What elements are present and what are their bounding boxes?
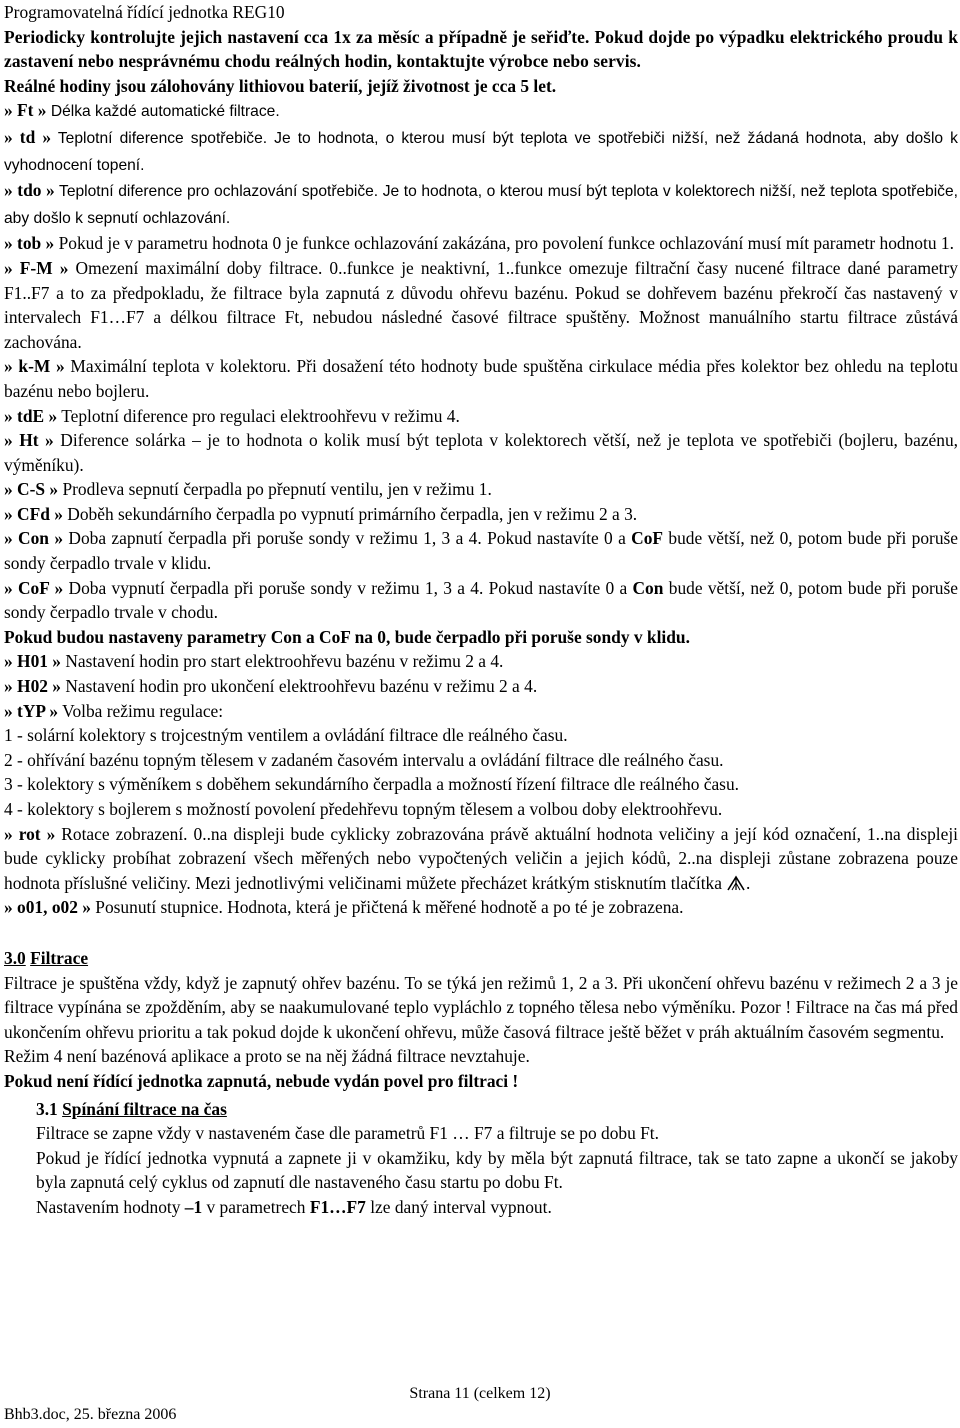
filtrace-warning: Pokud není řídící jednotka zapnutá, nebude vydán povel pro filtraci !: [4, 1070, 519, 1091]
spinani-text: lze daný interval vypnout.: [365, 1196, 552, 1217]
param-text: Maximální teplota v kolektoru. Při dosažení této hodnoty bude spuštěna cirkulace média přes kolektor bez ohledu na teplotu bazénu nebo bojleru.: [4, 356, 958, 401]
param-text: Prodleva sepnutí čerpadla po přepnutí ventilu, jen v režimu 1.: [58, 479, 492, 500]
param-key: » rot »: [4, 823, 56, 844]
param-typ: [4, 699, 958, 724]
file-info: Bhb3.doc, 25. března 2006: [4, 1406, 177, 1423]
param-ref: Con: [632, 577, 664, 598]
spinani-params: F1…F7: [309, 1196, 366, 1217]
param-o01-o02: [4, 895, 958, 920]
param-text: Délka každé automatické filtrace.: [46, 103, 280, 121]
mode-item: 3 - kolektory s výměníkem s doběhem sekundárního čerpadla a možností řízení filtrace dle reálného času.: [4, 774, 739, 795]
param-f-m: [4, 256, 958, 354]
param-key: » o01, o02 »: [4, 897, 91, 918]
filtrace-paragraph: Filtrace je spuštěna vždy, když je zapnutý ohřev bazénu. To se týká jen režimů 1, 2 a 3. Při ukončení ohřevu bazénu v režimech 2 a 3 je filtrace vypínána se zpožděním, aby se naakumulované teplo vypláchlo z topného tělesa nebo výměníku. Pozor ! Filtrace na čas má před ukončením ohřevu prioritu a tak pokud dojde k ukončení ohřevu, může časová filtrace ještě běžet v práh aktuálním časovém segmentu.: [4, 972, 958, 1042]
param-text: Omezení maximální doby filtrace. 0..funkce je neaktivní, 1..funkce omezuje filtrační časy nucené filtrace dané parametry F1..F7 a to za předpokladu, že filtrace byla zapnutá z důvodu ohřevu bazénu. Pokud se dohřevem bazénu překročí čas nastavený v intervalech F1…F7 a délkou filtrace Ft, nebudou následné časové filtrace spuštěny. Možnost manuálního startu filtrace zůstává zachována.: [4, 257, 959, 352]
battery-note: Reálné hodiny jsou zálohovány lithiovou baterií, jejíž životnost je cca 5 let.: [4, 75, 557, 96]
param-key: » Con »: [4, 528, 64, 549]
param-text: Pokud je v parametru hodnota 0 je funkce ochlazování zakázána, pro povolení funkce ochlazování musí mít parametr hodnotu 1.: [54, 233, 954, 254]
section-title: Spínání filtrace na čas: [62, 1098, 227, 1119]
param-key: » td »: [4, 126, 52, 147]
param-key: » Ft »: [4, 100, 47, 121]
param-text: Teplotní diference pro regulaci elektroohřevu v režimu 4.: [57, 405, 460, 426]
param-text: Diference solárka – je to hodnota o kolik musí být teplota v kolektorech větší, než je teplota ve spotřebiči (bojleru, bazénu, výměníku).: [4, 430, 958, 475]
param-key: » k-M »: [4, 356, 65, 377]
spinani-value: –1: [184, 1196, 203, 1217]
section-number: 3.1: [36, 1098, 58, 1119]
param-text: Rotace zobrazení. 0..na displeji bude cyklicky zobrazována právě aktuální hodnota veličiny a její kód označení, 1..na displeji bude cyklicky probíhat zobrazení všech měřených nebo vypočtených veličin a jejich kódů, 2..na displeji zůstane zobrazena pouze hodnota příslušné veličiny. Mezi jednotlivými veličinami můžete přecházet krátkým stisknutím tlačítka: [4, 823, 958, 893]
section-3-1-body: [4, 1121, 958, 1219]
mode-item: 2 - ohřívání bazénu topným tělesem v zadaném časovém intervalu a ovládání filtrace dle reálného času.: [4, 749, 724, 770]
param-key: » CoF »: [4, 577, 64, 598]
param-k-m: [4, 354, 958, 403]
param-text: Doběh sekundárního čerpadla po vypnutí primárního čerpadla, jen v režimu 2 a 3.: [62, 503, 638, 524]
param-key: » Ht »: [4, 430, 54, 451]
param-ref: CoF: [631, 528, 664, 549]
param-text: Nastavení hodin pro start elektroohřevu bazénu v režimu 2 a 4.: [61, 651, 504, 672]
param-key: » F-M »: [4, 257, 69, 278]
param-con: [4, 526, 958, 575]
param-td: [4, 125, 958, 178]
document-title: Programovatelná řídící jednotka REG10: [4, 2, 285, 22]
param-tob: [4, 231, 958, 256]
spinani-text: Nastavením hodnoty: [36, 1196, 185, 1217]
param-text: Volba režimu regulace:: [58, 700, 224, 721]
param-key: » tdE »: [4, 405, 58, 426]
spacer: [4, 920, 958, 944]
section-heading-spinani: [4, 1097, 958, 1122]
section-heading-filtrace: [4, 946, 958, 971]
param-key: » tob »: [4, 233, 55, 254]
param-text: Posunutí stupnice. Hodnota, která je přičtená k měřené hodnotě a po té je zobrazena.: [90, 897, 684, 918]
param-key: » tYP »: [4, 700, 59, 721]
filtrace-mode4-note: Režim 4 není bazénová aplikace a proto se na něj žádná filtrace nevztahuje.: [4, 1046, 530, 1067]
param-key: » H02 »: [4, 676, 62, 697]
spinani-paragraph-1: Filtrace se zapne vždy v nastaveném čase dle parametrů F1 … F7 a filtruje se po dobu Ft.: [36, 1123, 659, 1144]
document-body: [4, 0, 958, 1220]
param-text: Nastavení hodin pro ukončení elektroohřevu bazénu v režimu 2 a 4.: [61, 676, 538, 697]
param-text-end: .: [745, 872, 751, 893]
param-c-s: [4, 477, 958, 502]
param-text: bude větší, než 0, potom bude při poruše sondy čerpadlo trvale v klidu.: [4, 528, 958, 574]
spinani-paragraph-2: Pokud je řídící jednotka vypnutá a zapnete ji v okamžiku, kdy by měla být zapnutá filtrace, tak se tato zapne a ukončí se jakoby byla zapnutá celý cyklus od zapnutí dle nastaveného času startu po dobu Ft.: [36, 1147, 958, 1193]
param-text: Teplotní diference pro ochlazování spotřebiče. Je to hodnota, o kterou musí být teplota v kolektorech nižší, než teplota spotřebiče, aby došlo k sepnutí ochlazování.: [4, 183, 958, 227]
param-cfd: [4, 502, 958, 527]
param-key: » CFd »: [4, 503, 63, 524]
param-text: bude větší, než 0, potom bude při poruše sondy čerpadlo trvale v chodu.: [4, 577, 958, 623]
param-text: Doba vypnutí čerpadla při poruše sondy v režimu 1, 3 a 4. Pokud nastavíte 0 a: [63, 577, 633, 598]
param-tde: [4, 404, 958, 429]
param-ft: [4, 98, 958, 125]
arrow-button-icon: [726, 873, 746, 889]
intro-paragraph: Periodicky kontrolujte jejich nastavení cca 1x za měsíc a případně je seřiďte. Pokud dojde po výpadku elektrického proudu k zastavení nebo nesprávnému chodu reálných hodin, kontaktujte výrobce nebo servis.: [4, 26, 958, 72]
section-number: 3.0: [4, 947, 26, 968]
param-h01: [4, 649, 958, 674]
mode-item: 1 - solární kolektory s trojcestným ventilem a ovládání filtrace dle reálného času.: [4, 725, 568, 746]
spinani-text: v parametrech: [202, 1196, 310, 1217]
param-h02: [4, 674, 958, 699]
param-rot: [4, 822, 958, 896]
param-text: Doba zapnutí čerpadla při poruše sondy v režimu 1, 3 a 4. Pokud nastavíte 0 a: [63, 528, 632, 549]
page-number: Strana 11 (celkem 12): [409, 1385, 551, 1402]
warning-note: Pokud budou nastaveny parametry Con a CoF na 0, bude čerpadlo při poruše sondy v klidu.: [4, 626, 690, 647]
param-key: » C-S »: [4, 479, 59, 500]
section-title: Filtrace: [30, 947, 89, 968]
spinani-paragraph-3: [36, 1195, 958, 1220]
param-tdo: [4, 178, 958, 231]
param-cof: [4, 576, 958, 625]
param-key: » tdo »: [4, 180, 55, 201]
param-ht: [4, 428, 958, 477]
mode-item: 4 - kolektory s bojlerem s možností povolení předehřevu topným tělesem a volbou doby elektroohřevu.: [4, 799, 723, 819]
param-text: Teplotní diference spotřebiče. Je to hodnota, o kterou musí být teplota ve spotřebiči nižší, než žádaná hodnota, aby došlo k vyhodnocení topení.: [4, 129, 958, 174]
param-key: » H01 »: [4, 651, 62, 672]
